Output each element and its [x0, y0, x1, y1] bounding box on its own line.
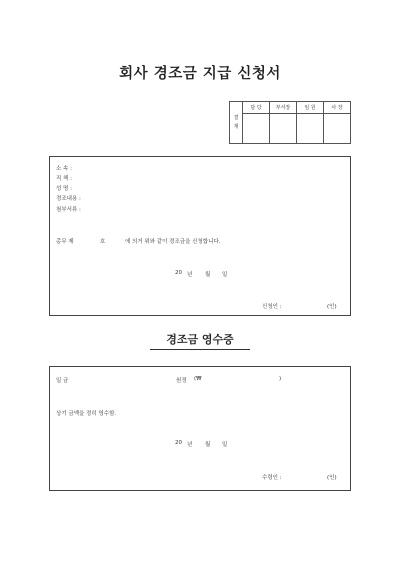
applicant-label: 신청인 :: [262, 304, 282, 310]
application-date-day-unit: 일: [222, 272, 228, 278]
approval-col-dept-head: 부서장: [270, 102, 297, 114]
amount-paren-close: ): [279, 376, 282, 382]
receipt-date-month-unit: 월: [205, 442, 211, 448]
approval-table: [229, 101, 351, 144]
applicant-seal: (인): [327, 304, 337, 310]
receipt-date-year: 20: [175, 440, 182, 446]
field-event-label: 경조내용 :: [56, 196, 81, 202]
application-date-year-unit: 년: [187, 272, 193, 278]
application-date-month-unit: 월: [205, 272, 211, 278]
approval-side-label: [230, 102, 243, 144]
receipt-box: [49, 366, 351, 491]
field-affiliation-label: 소 속 :: [56, 166, 72, 172]
receipt-statement: 상기 금액을 정히 영수함.: [56, 411, 117, 417]
approval-side-char-2: 재: [233, 123, 239, 130]
approval-side-char-1: 결: [233, 114, 239, 121]
approval-sign-dept-head[interactable]: [270, 114, 297, 144]
application-box: [49, 156, 351, 316]
receipt-title-underline: [150, 349, 250, 350]
statement-ho: 호: [100, 239, 106, 245]
approval-sign-staff[interactable]: [243, 114, 270, 144]
receipt-date-day-unit: 일: [222, 442, 228, 448]
approval-sign-executive[interactable]: [297, 114, 324, 144]
field-attachments-label: 첨부서류 :: [56, 207, 81, 213]
receipt-title: 경조금 영수증: [166, 333, 234, 346]
field-position-label: 직 책 :: [56, 176, 72, 182]
amount-unit: 원정: [176, 378, 187, 384]
approval-col-staff: 담 당: [243, 102, 270, 114]
amount-label: 일 금: [56, 378, 69, 384]
field-name-label: 성 명 :: [56, 186, 72, 192]
amount-paren-open: (₩: [194, 376, 202, 382]
approval-col-president: 사 장: [324, 102, 351, 114]
statement-prefix: 총무 제: [56, 239, 74, 245]
approval-sign-president[interactable]: [324, 114, 351, 144]
application-date-year: 20: [175, 270, 182, 276]
approval-col-executive: 임 원: [297, 102, 324, 114]
document-title: 회사 경조금 지급 신청서: [119, 66, 281, 82]
receiver-seal: (인): [327, 475, 337, 481]
receipt-date-year-unit: 년: [187, 442, 193, 448]
statement-text: 에 의거 위와 같이 경조금을 신청합니다.: [125, 239, 221, 245]
receiver-label: 수령인 :: [262, 475, 282, 481]
